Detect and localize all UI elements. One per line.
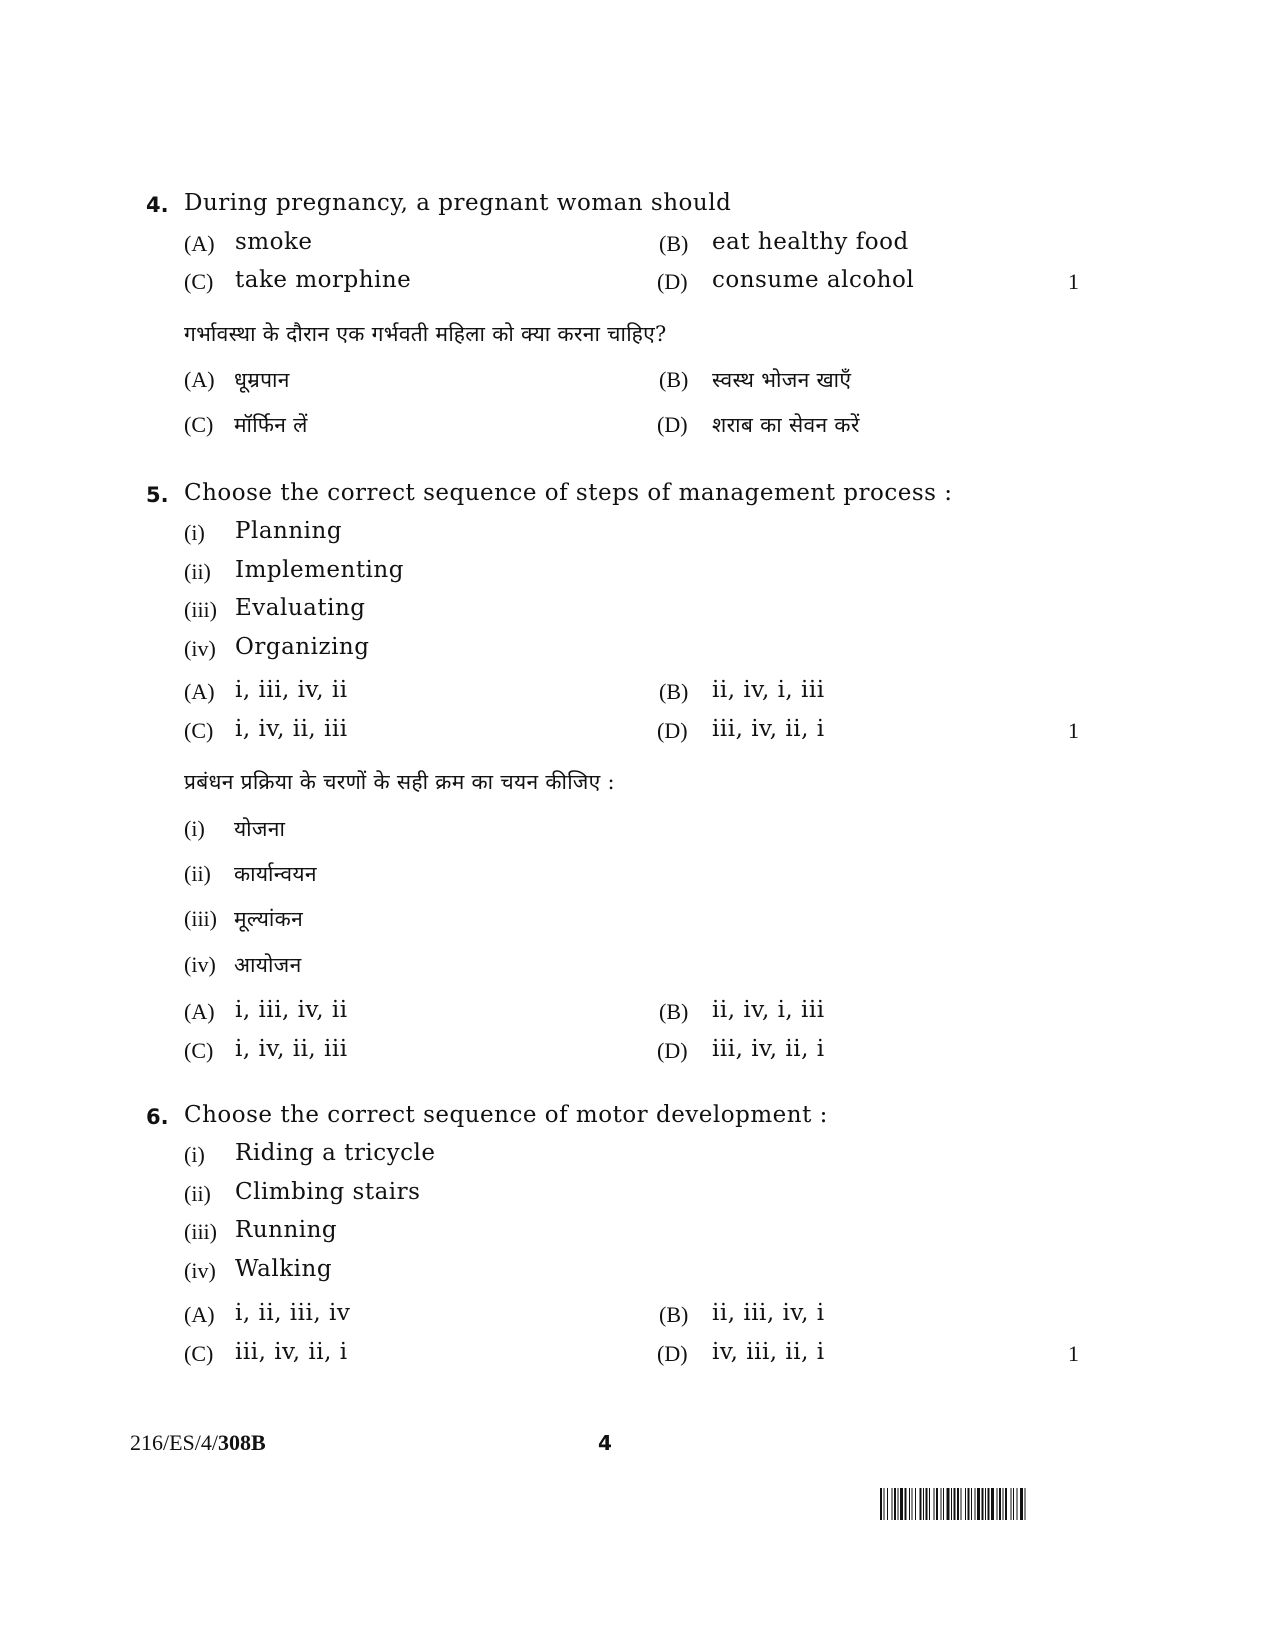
question-text-en: During pregnancy, a pregnant woman should bbox=[184, 190, 732, 216]
item-text: Running bbox=[235, 1217, 338, 1243]
option-text: शराब का सेवन करें bbox=[712, 413, 860, 437]
option-text: eat healthy food bbox=[712, 229, 909, 255]
paper-code-series: 308B bbox=[218, 1430, 266, 1455]
question-text-hi: गर्भावस्था के दौरान एक गर्भवती महिला को क्या करना चाहिए? bbox=[184, 322, 667, 346]
option-label: (D) bbox=[657, 412, 688, 437]
item-label: (iv) bbox=[184, 952, 216, 977]
option-label: (D) bbox=[657, 1038, 688, 1063]
option-label: (A) bbox=[184, 999, 215, 1024]
option-text: स्वस्थ भोजन खाएँ bbox=[712, 368, 852, 392]
option-text: i, iv, ii, iii bbox=[235, 1036, 348, 1062]
option-text: i, ii, iii, iv bbox=[235, 1300, 351, 1326]
item-text: Planning bbox=[235, 518, 343, 544]
item-label: (iii) bbox=[184, 906, 217, 931]
marks: 1 bbox=[1068, 718, 1079, 743]
item-label: (iv) bbox=[184, 1258, 216, 1283]
option-label: (B) bbox=[659, 367, 689, 392]
option-label: (A) bbox=[184, 367, 215, 392]
item-text: कार्यान्वयन bbox=[234, 862, 317, 886]
item-text: Walking bbox=[235, 1256, 333, 1282]
option-label: (D) bbox=[657, 1341, 688, 1366]
item-label: (ii) bbox=[184, 861, 211, 886]
question-text-en: Choose the correct sequence of steps of management process : bbox=[184, 480, 953, 506]
option-label: (C) bbox=[184, 1341, 214, 1366]
option-text: ii, iii, iv, i bbox=[712, 1300, 825, 1326]
option-label: (A) bbox=[184, 1302, 215, 1327]
item-label: (iii) bbox=[184, 597, 217, 622]
option-text: iii, iv, ii, i bbox=[235, 1339, 348, 1365]
option-label: (C) bbox=[184, 269, 214, 294]
option-label: (C) bbox=[184, 718, 214, 743]
option-text: smoke bbox=[235, 229, 313, 255]
option-label: (C) bbox=[184, 1038, 214, 1063]
option-label: (B) bbox=[659, 679, 689, 704]
option-text: iv, iii, ii, i bbox=[712, 1339, 825, 1365]
option-text: iii, iv, ii, i bbox=[712, 716, 825, 742]
item-text: Organizing bbox=[235, 634, 370, 660]
item-label: (iv) bbox=[184, 636, 216, 661]
option-label: (C) bbox=[184, 412, 214, 437]
option-label: (B) bbox=[659, 999, 689, 1024]
option-text: iii, iv, ii, i bbox=[712, 1036, 825, 1062]
option-label: (D) bbox=[657, 718, 688, 743]
item-label: (i) bbox=[184, 1142, 205, 1167]
item-label: (iii) bbox=[184, 1219, 217, 1244]
question-number: 4. bbox=[146, 193, 169, 217]
question-number: 6. bbox=[146, 1105, 169, 1129]
question-text-hi: प्रबंधन प्रक्रिया के चरणों के सही क्रम का चयन कीजिए : bbox=[184, 770, 615, 794]
question-number: 5. bbox=[146, 483, 169, 507]
marks: 1 bbox=[1068, 269, 1079, 294]
item-text: Evaluating bbox=[235, 595, 366, 621]
option-text: take morphine bbox=[235, 267, 412, 293]
option-label: (A) bbox=[184, 679, 215, 704]
marks: 1 bbox=[1068, 1341, 1079, 1366]
item-label: (i) bbox=[184, 816, 205, 841]
paper-code bbox=[130, 1430, 266, 1456]
item-text: Implementing bbox=[235, 557, 404, 583]
option-text: i, iv, ii, iii bbox=[235, 716, 348, 742]
paper-code-prefix: 216/ES/4/ bbox=[130, 1430, 219, 1455]
item-text: मूल्यांकन bbox=[234, 907, 304, 931]
item-text: आयोजन bbox=[234, 953, 302, 977]
barcode-icon bbox=[880, 1488, 1140, 1520]
option-label: (B) bbox=[659, 231, 689, 256]
option-label: (A) bbox=[184, 231, 215, 256]
item-label: (ii) bbox=[184, 1181, 211, 1206]
option-text: consume alcohol bbox=[712, 267, 915, 293]
option-text: धूम्रपान bbox=[234, 368, 290, 392]
option-text: i, iii, iv, ii bbox=[235, 677, 348, 703]
page-number: 4 bbox=[598, 1431, 612, 1455]
item-text: Riding a tricycle bbox=[235, 1140, 436, 1166]
option-text: ii, iv, i, iii bbox=[712, 997, 825, 1023]
question-text-en: Choose the correct sequence of motor development : bbox=[184, 1102, 828, 1128]
option-text: i, iii, iv, ii bbox=[235, 997, 348, 1023]
option-label: (D) bbox=[657, 269, 688, 294]
option-label: (B) bbox=[659, 1302, 689, 1327]
option-text: मॉर्फिन लें bbox=[234, 413, 308, 437]
item-text: योजना bbox=[234, 817, 286, 841]
item-label: (ii) bbox=[184, 559, 211, 584]
option-text: ii, iv, i, iii bbox=[712, 677, 825, 703]
item-label: (i) bbox=[184, 520, 205, 545]
item-text: Climbing stairs bbox=[235, 1179, 421, 1205]
